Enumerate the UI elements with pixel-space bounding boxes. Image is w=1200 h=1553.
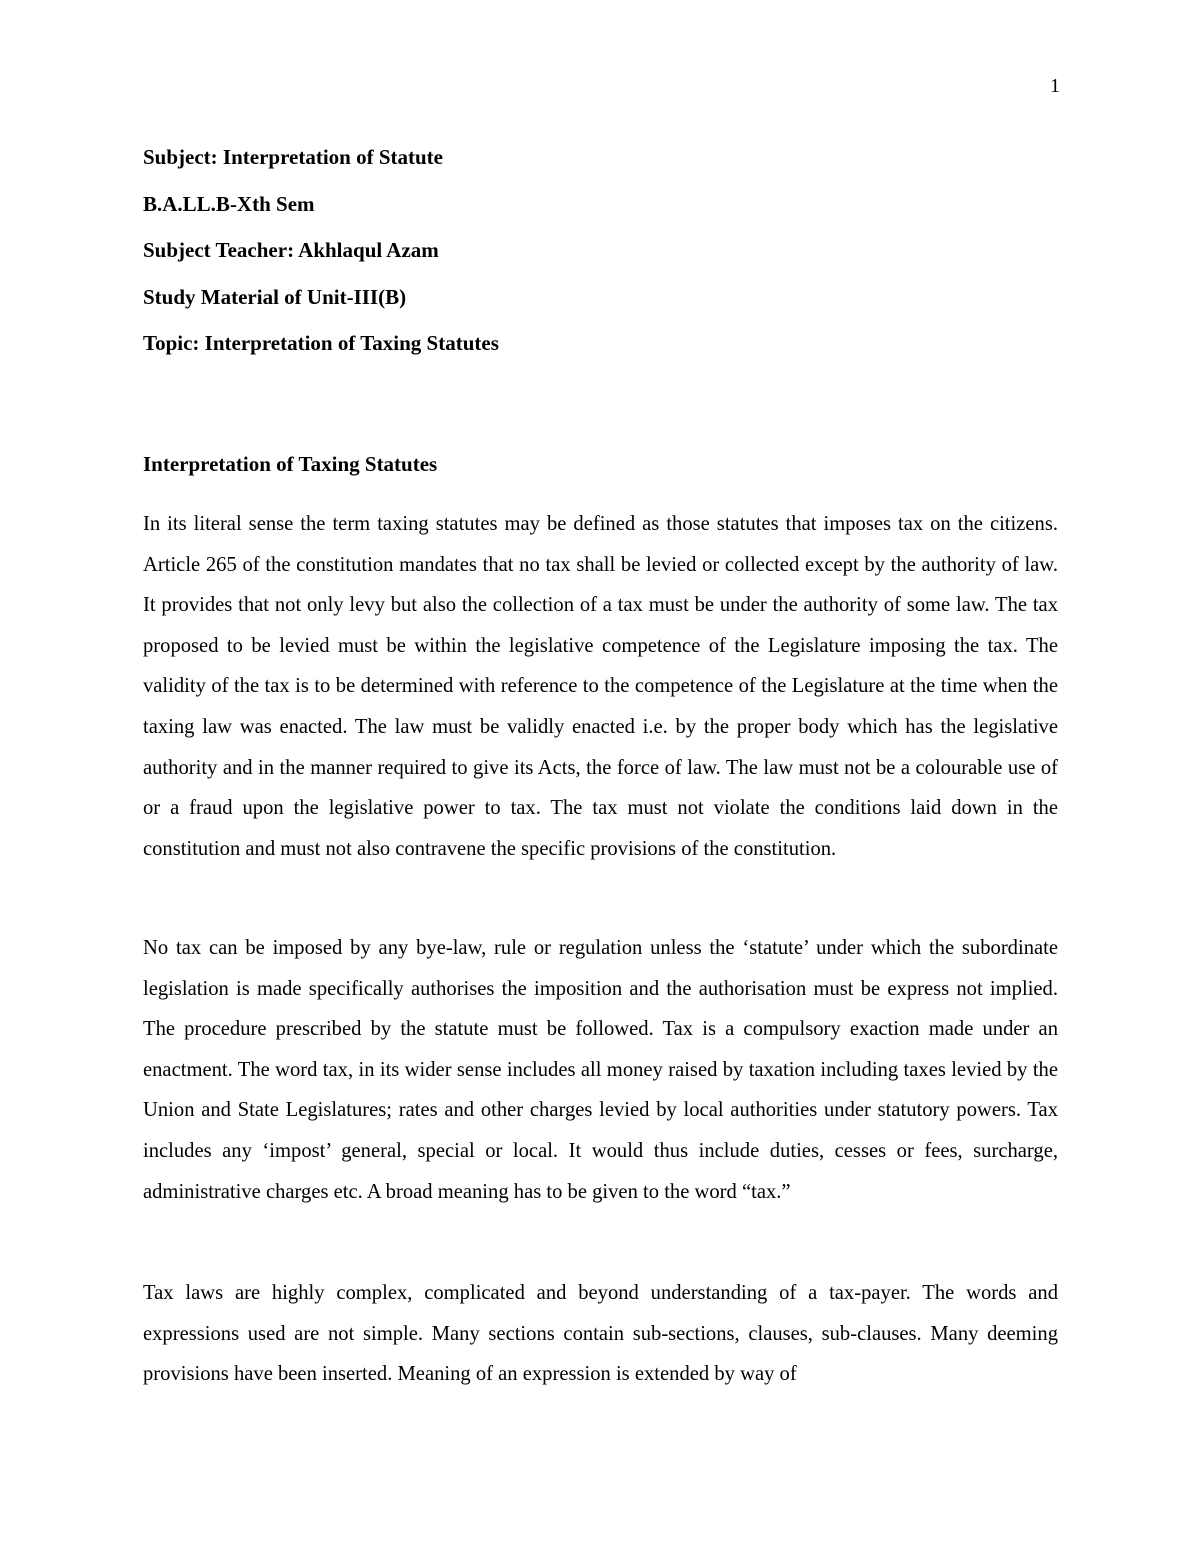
body-paragraph-2: No tax can be imposed by any bye-law, rule or regulation unless the ‘statute’ under which the subordinate legislation is made specifically authorises the imposition and the authorisation must be express not implied. The procedure prescribed by the statute must be followed. Tax is a compulsory exaction made under an enactment. The word tax, in its wider sense includes all money raised by taxation including taxes levied by the Union and State Legislatures; rates and other charges levied by local authorities under statutory powers. Tax includes any ‘impost’ general, special or local. It would thus include duties, cesses or fees, surcharge, administrative charges etc. A broad meaning has to be given to the word “tax.” bbox=[143, 937, 1058, 1203]
body-paragraph-1: In its literal sense the term taxing statutes may be defined as those statutes that imposes tax on the citizens. Article 265 of the constitution mandates that no tax shall be levied or collected except by the authority of law. It provides that not only levy but also the collection of a tax must be under the authority of some law. The tax proposed to be levied must be within the legislative competence of the Legislature imposing the tax. The validity of the tax is to be determined with reference to the competence of the Legislature at the time when the taxing law was enacted. The law must be validly enacted i.e. by the proper body which has the legislative authority and in the manner required to give its Acts, the force of law. The law must not be a colourable use of or a fraud upon the legislative power to tax. The tax must not violate the conditions laid down in the constitution and must not also contravene the specific provisions of the constitution. bbox=[143, 513, 1058, 860]
topic-line: Topic: Interpretation of Taxing Statutes bbox=[143, 331, 499, 355]
section-heading: Interpretation of Taxing Statutes bbox=[143, 452, 438, 476]
page-number: 1 bbox=[1050, 75, 1060, 97]
course-line: B.A.LL.B-Xth Sem bbox=[143, 191, 315, 216]
document-header bbox=[143, 143, 1063, 376]
teacher-line: Subject Teacher: Akhlaqul Azam bbox=[143, 238, 439, 262]
material-line: Study Material of Unit-III(B) bbox=[143, 284, 407, 309]
body-paragraph-3: Tax laws are highly complex, complicated and beyond understanding of a tax-payer. The words and expressions used are not simple. Many sections contain sub-sections, clauses, sub-clauses. Many deeming provisions have been inserted. Meaning of an expression is extended by way of bbox=[143, 1282, 1058, 1386]
subject-line: Subject: Interpretation of Statute bbox=[143, 145, 443, 169]
